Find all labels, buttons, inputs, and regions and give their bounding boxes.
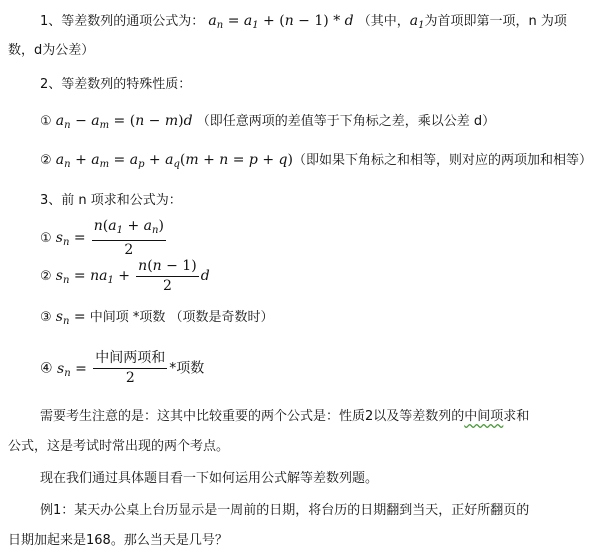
a1-symbol: $a_1$ xyxy=(409,13,425,31)
note-paragraph-line-2: 公式，这是考试时常出现的两个考点。 xyxy=(8,439,230,454)
sum-3-marker: ③ xyxy=(40,310,52,325)
intro-paragraph: 现在我们通过具体题目看一下如何运用公式解等差数列题。 xyxy=(40,471,379,486)
sum-formula-2: ② $s_n = na_1$ + $\frac{n(n - 1)}{2}$ d xyxy=(40,258,210,294)
section-1-heading: 1、等差数列的通项公式为： xyxy=(40,14,205,29)
sum-formula-1: ① $s_n$ = $\frac{n(a_1 + a_n)}{2}$ xyxy=(40,218,164,258)
general-term-formula: $a_n = a_1 + (n - 1) * d$ xyxy=(208,13,354,31)
sum-1-fraction: $\frac{n(a_1 + a_n)}{2}$ xyxy=(93,218,164,258)
sum-4-marker: ④ xyxy=(40,360,53,377)
wavy-underlined-term: 中间项 xyxy=(464,409,504,424)
property-1-line xyxy=(40,112,495,135)
sum-formula-4: ④ $s_n$ = $\frac{\text{中间两项和}}{2}$ *项数 xyxy=(40,350,205,386)
property-2-note: （即如果下角标之和相等，则对应的两项加和相等） xyxy=(292,153,592,168)
property-2-line xyxy=(40,151,592,174)
example-1-line-2: 日期加起来是168。那么当天是几号？ xyxy=(8,533,228,548)
general-term-note-b: 为首项即第一项，n 为项 xyxy=(424,14,567,29)
note-paragraph-line-1: 需要考生注意的是：这其中比较重要的两个公式是：性质2以及等差数列的中间项求和 xyxy=(40,409,530,424)
general-term-line xyxy=(40,12,567,35)
property-1-note: （即任意两项的差值等于下角标之差，乘以公差 d） xyxy=(196,114,496,129)
sum-3-note: （项数是奇数时） xyxy=(169,310,274,325)
sum-4-tail: *项数 xyxy=(169,360,205,377)
sum-4-fraction: $\frac{\text{中间两项和}}{2}$ xyxy=(95,350,166,386)
general-term-note-a: （其中， xyxy=(357,14,410,29)
sum-formula-3: ③ $s_n$ = 中间项 *项数 （项数是奇数时） xyxy=(40,309,274,327)
sum-1-marker: ① xyxy=(40,231,52,246)
section-2-heading: 2、等差数列的特殊性质： xyxy=(40,77,192,92)
sum-2-fraction: $\frac{n(n - 1)}{2}$ xyxy=(138,258,197,294)
general-term-continuation: 数，d为公差） xyxy=(8,43,95,58)
property-1-formula: $a_n - a_m = (n - m)d$ xyxy=(55,113,193,131)
section-3-heading: 3、前 n 项求和公式为： xyxy=(40,193,182,208)
example-1-line-1: 例1：某天办公桌上台历显示是一周前的日期，将台历的日期翻到当天，正好所翻页的 xyxy=(40,503,530,518)
property-1-marker: ① xyxy=(40,114,52,129)
property-2-formula: $a_n + a_m = a_p + a_q(m + n = p + q)$ xyxy=(55,152,293,170)
sum-2-marker: ② xyxy=(40,269,52,284)
sum-3-text: 中间项 *项数 xyxy=(89,310,166,325)
property-2-marker: ② xyxy=(40,153,52,168)
